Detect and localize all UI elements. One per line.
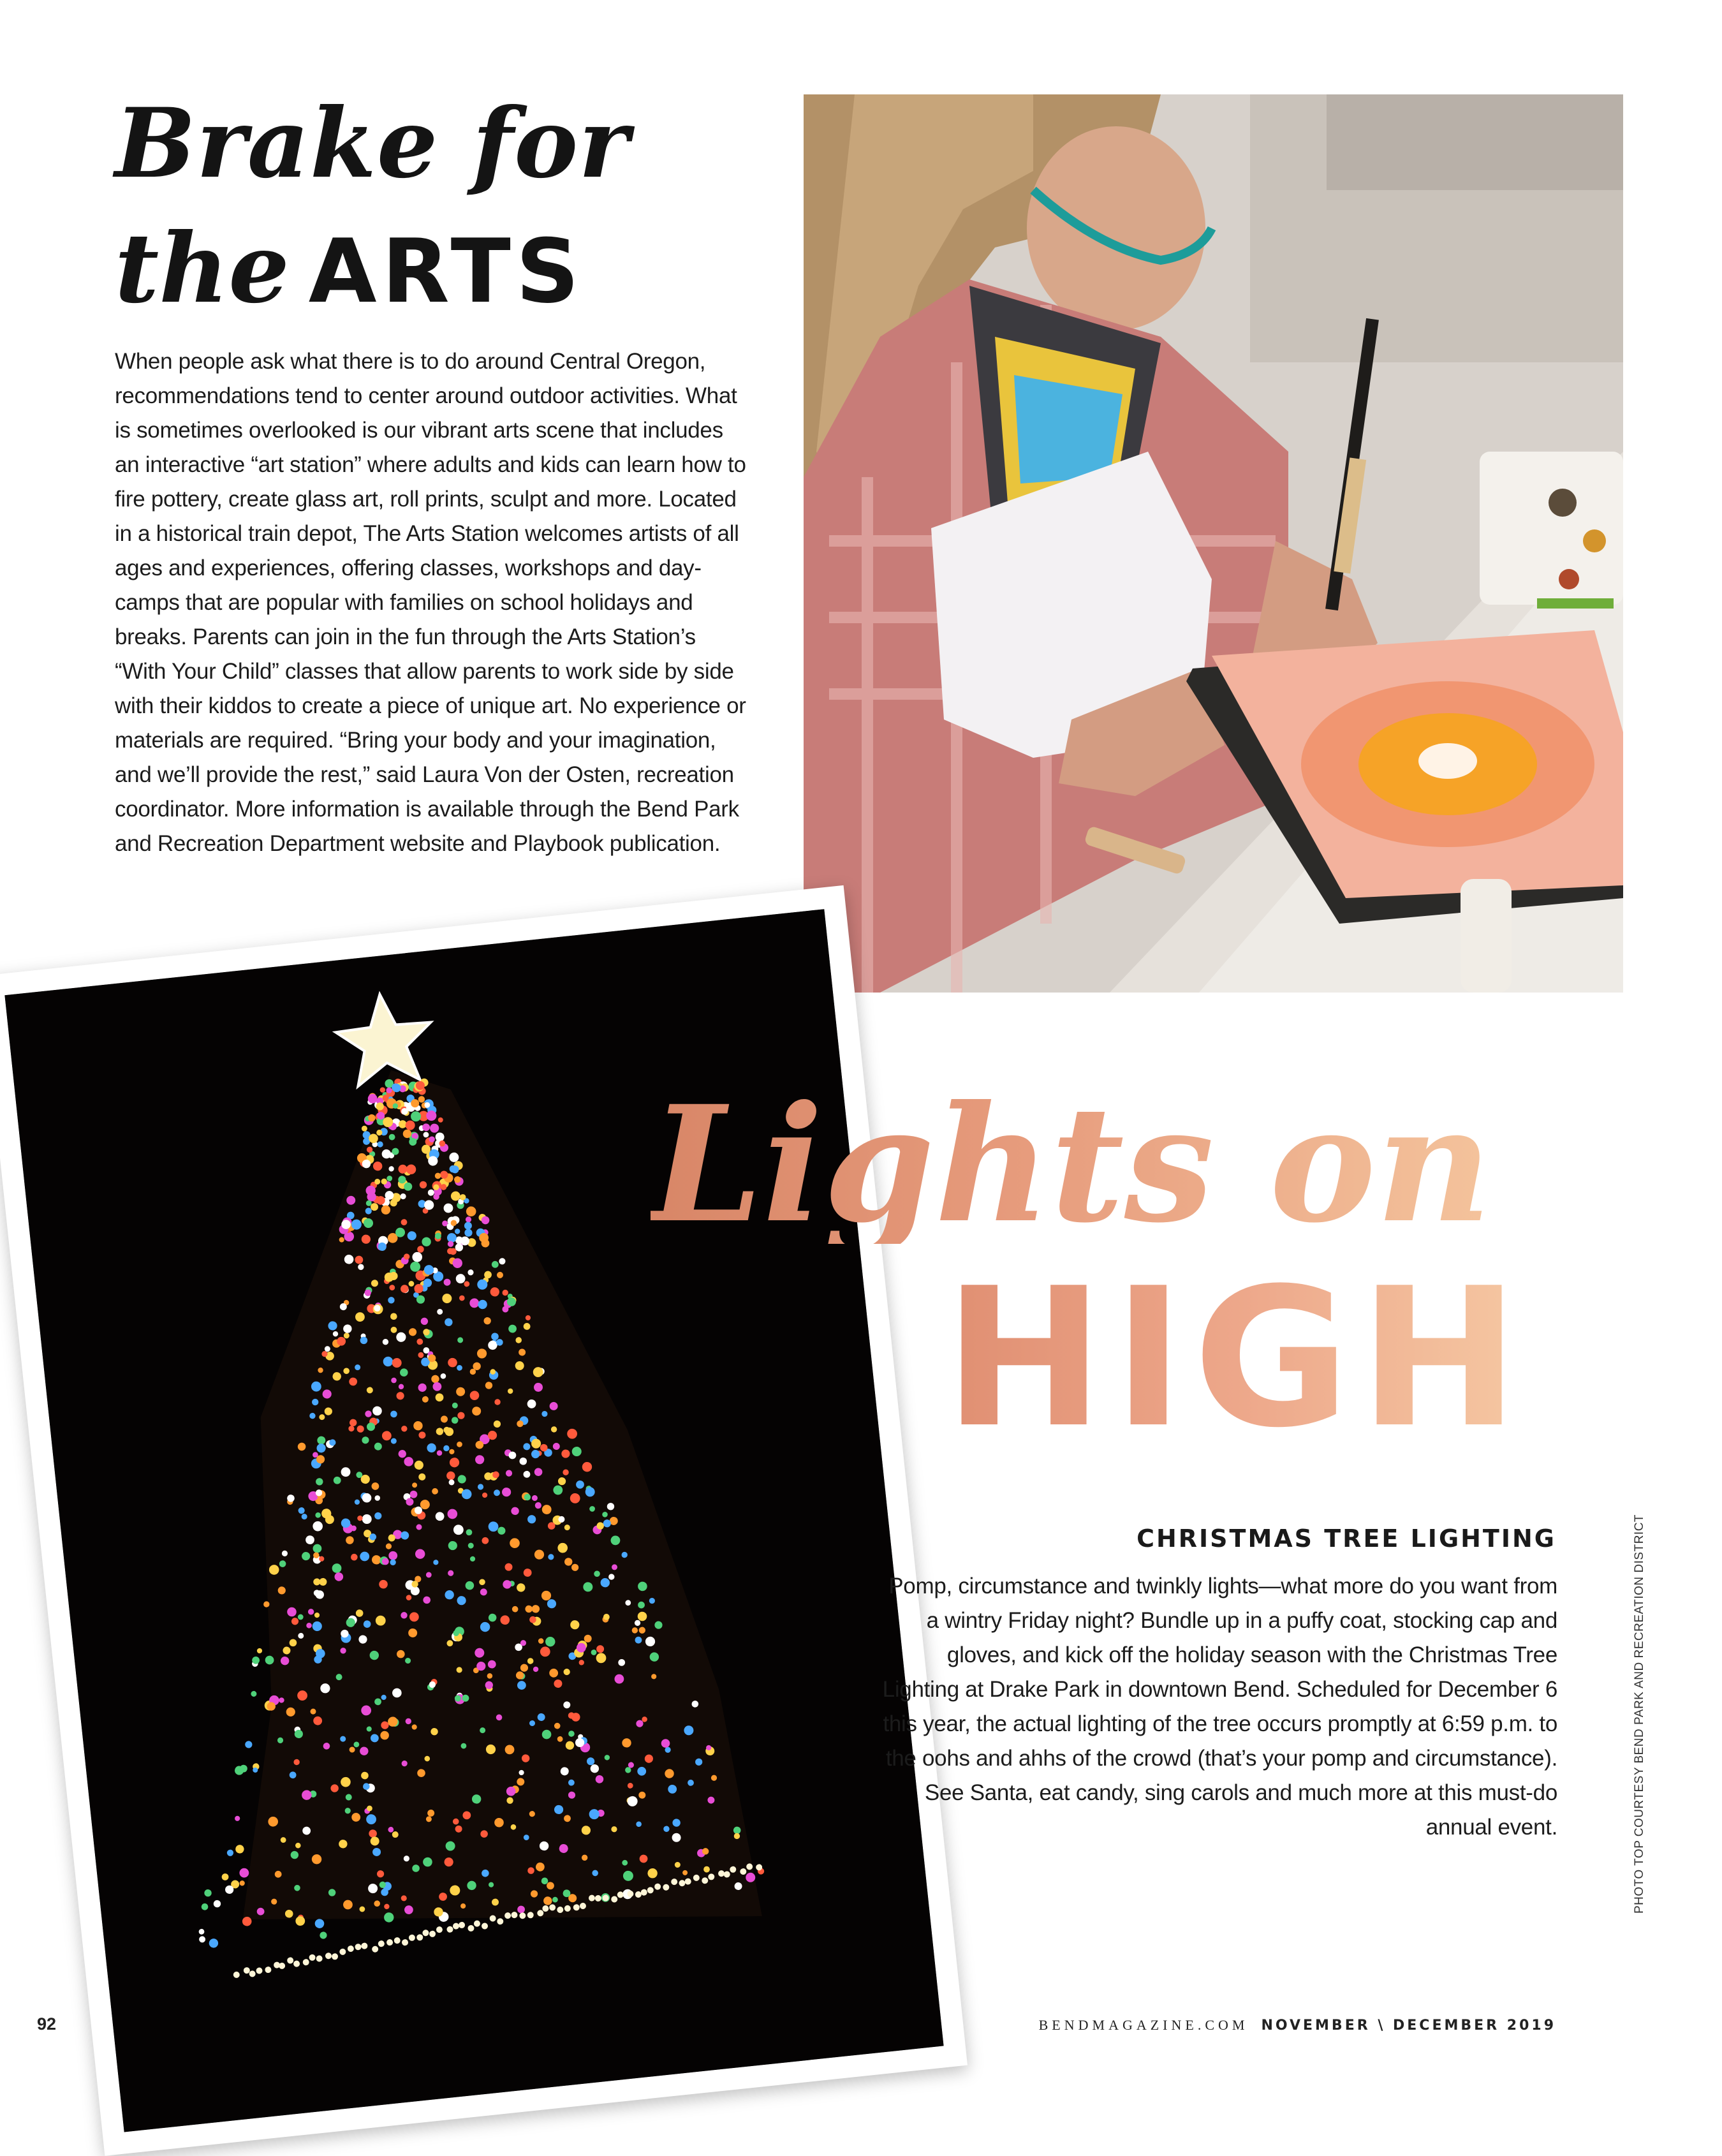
tree-lighting-subhead: CHRISTMAS TREE LIGHTING <box>1137 1525 1556 1553</box>
lights-title-script: Lights on <box>651 1070 1492 1258</box>
painter-photo <box>804 94 1623 993</box>
lights-title-caps: HIGH <box>944 1247 1529 1470</box>
painter-photo-illustration <box>804 94 1623 993</box>
footer-issue-date: NOVEMBER \ DECEMBER 2019 <box>1261 2018 1556 2034</box>
photo-credit: PHOTO TOP COURTESY BEND PARK AND RECREATION DISTRICT <box>1633 1514 1646 1914</box>
arts-title-caps: ARTS <box>308 220 585 323</box>
page-number: 92 <box>37 2014 57 2034</box>
arts-title-script: Brake for <box>115 87 630 200</box>
arts-body-text: When people ask what there is to do around Central Oregon, recommendations tend to center around outdoor activities. What is sometimes overlooked is our vibrant arts scene that includes an interactive “art station” where adults and kids can learn how to fire pottery, create glass art, roll prints, sculpt and more. Located in a historical train depot, The Arts Station welcomes artists of all ages and experiences, offering classes, workshops and day-camps that are popular with families on school holidays and breaks. Parents can join in the fun through the Arts Station’s “With Your Child” classes that allow parents to work side by side with their kiddos to create a piece of unique art. No experience or materials are required. “Bring your body and your imagination, and we’ll provide the rest,” said Laura Von der Osten, recreation coordinator. More information is available through the Bend Park and Recreation Department website and Playbook publication. <box>115 349 746 856</box>
arts-title-script-the: the <box>115 212 290 325</box>
page-footer <box>957 2017 1556 2034</box>
footer-site-link[interactable]: BENDMAGAZINE.COM <box>1038 2017 1249 2033</box>
arts-title-line2 <box>115 212 585 325</box>
tree-lighting-body-text: Pomp, circumstance and twinkly lights—what more do you want from a wintry Friday night? Bundle up in a puffy coat, stocking cap and gloves, and kick off the holiday season with the Christmas Tree Lighting at Drake Park in downtown Bend. Scheduled for December 6 this year, the actual lighting of the tree occurs promptly at 6:59 p.m. to the oohs and ahhs of the crowd (that’s your pomp and circumstance). See Santa, eat candy, sing carols and much more at this must-do annual event. <box>882 1574 1557 1840</box>
